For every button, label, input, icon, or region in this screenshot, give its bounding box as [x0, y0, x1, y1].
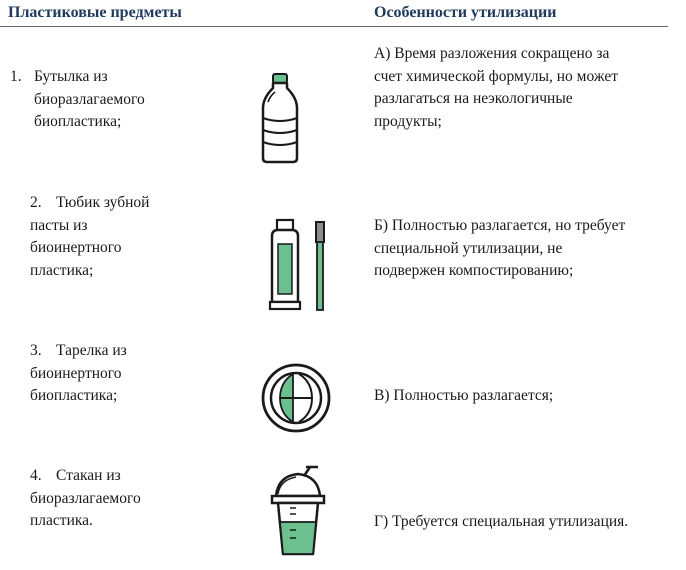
feature-line: Г) Требуется специальная утилизация. — [374, 513, 629, 530]
item-number: 2. — [30, 194, 42, 211]
item-line: Тарелка из — [56, 342, 127, 359]
item-number: 1. — [10, 68, 22, 85]
feature-line: Б) Полностью разлагается, но требует — [374, 217, 626, 234]
item-line: Бутылка из — [34, 68, 108, 85]
item-line: Стакан из — [56, 467, 121, 484]
header-items: Пластиковые предметы — [8, 4, 182, 21]
toothpaste-icon — [266, 218, 328, 312]
bottle-icon — [258, 72, 302, 164]
item-line: биоразлагаемого — [34, 90, 145, 108]
feature-line: подвержен компостированию; — [374, 262, 574, 279]
item-line: пасты из — [30, 216, 88, 234]
feature-line: разлагаться на неэкологичные — [374, 90, 573, 107]
feature-line: специальной утилизации, не — [374, 239, 563, 257]
feature-b — [374, 215, 674, 283]
feature-line: продукты; — [374, 112, 442, 130]
item-line: биопластика; — [30, 387, 118, 404]
plate-icon — [260, 362, 332, 434]
item-3 — [30, 340, 127, 408]
item-line: биоразлагаемого — [30, 489, 141, 507]
item-2 — [30, 192, 149, 282]
feature-line: счет химической формулы, но может — [374, 67, 618, 85]
item-line: биоинертного — [30, 239, 122, 256]
header-features: Особенности утилизации — [374, 4, 557, 21]
item-4 — [30, 465, 141, 533]
item-line: биопластика; — [34, 113, 122, 130]
item-1 — [10, 66, 145, 134]
item-line: пластика. — [30, 512, 93, 529]
cup-icon — [266, 464, 330, 560]
feature-line: В) Полностью разлагается; — [374, 387, 554, 404]
feature-a — [374, 43, 674, 133]
item-line: биоинертного — [30, 364, 122, 382]
item-number: 4. — [30, 467, 42, 484]
item-number: 3. — [30, 342, 42, 359]
item-line: Тюбик зубной — [56, 194, 150, 211]
header-divider — [0, 26, 668, 27]
feature-c — [374, 385, 674, 408]
item-line: пластика; — [30, 261, 94, 279]
feature-line: А) Время разложения сокращено за — [374, 45, 610, 62]
feature-d — [374, 511, 674, 534]
